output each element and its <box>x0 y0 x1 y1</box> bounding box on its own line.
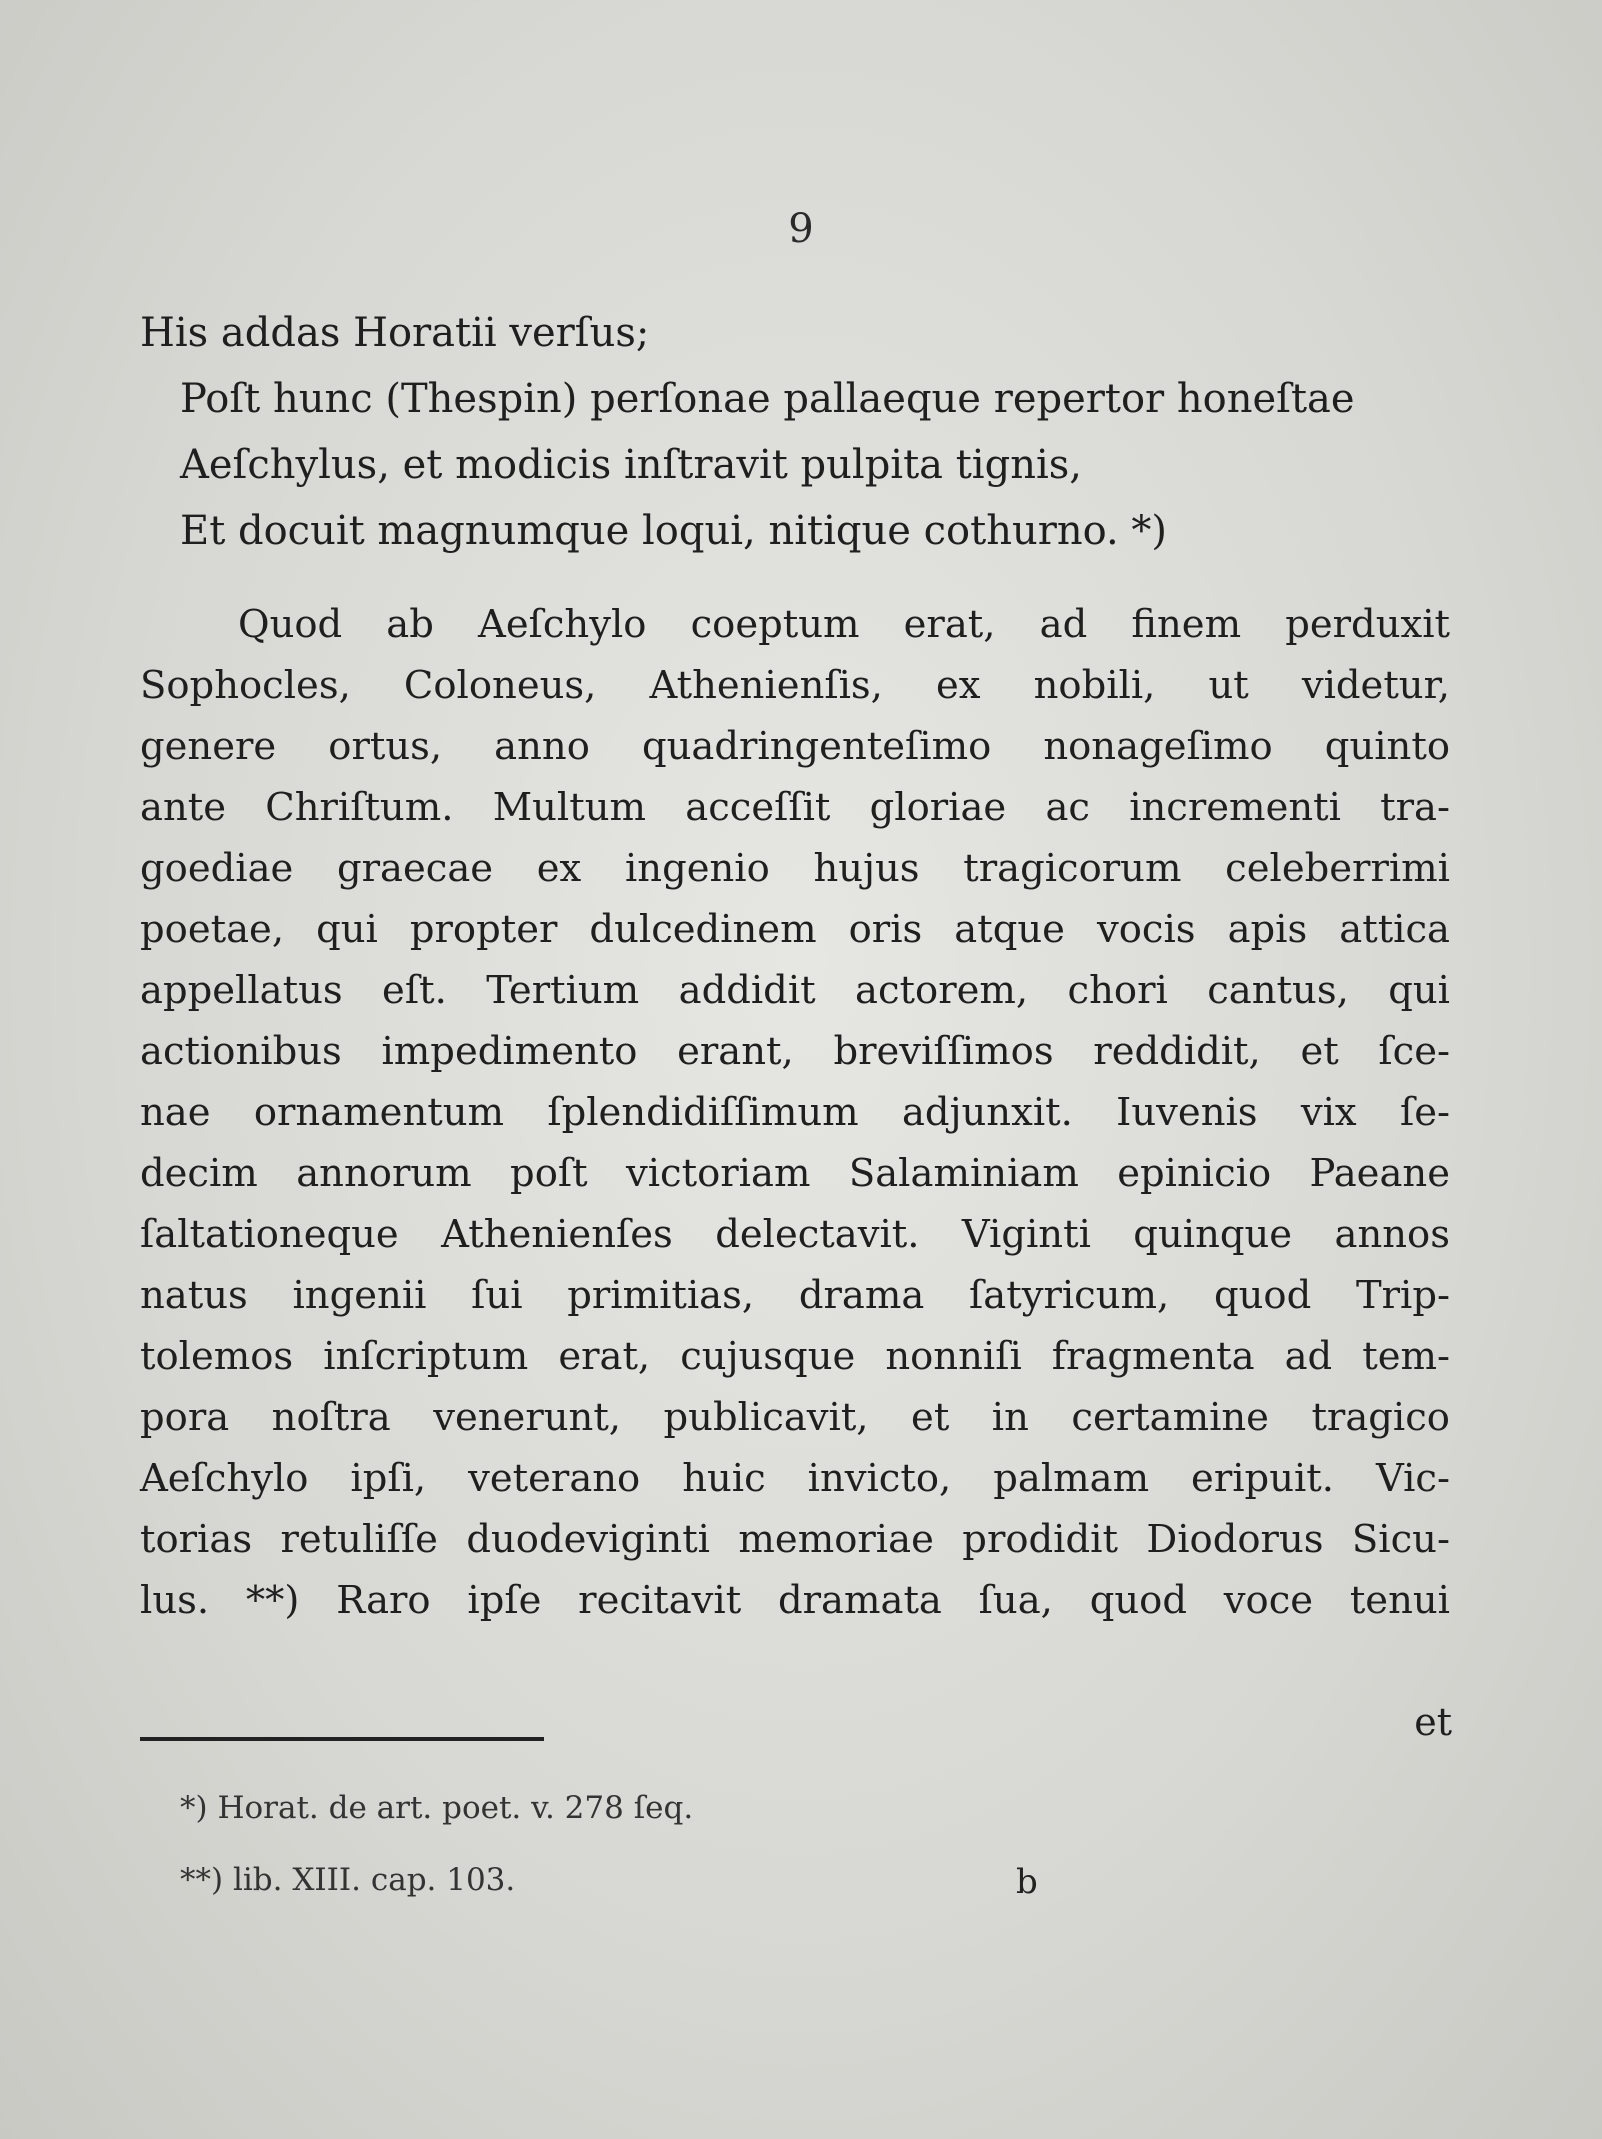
footnote-rule <box>140 1737 544 1741</box>
paragraph-line: actionibus impedimento erant, breviſſimos reddidit, et ſce- <box>140 1029 1450 1074</box>
paragraph-line: torias retuliſſe duodeviginti memoriae prodidit Diodorus Sicu- <box>140 1517 1450 1562</box>
paragraph-line: ante Chriſtum. Multum acceſſit gloriae ac incrementi tra- <box>140 785 1450 830</box>
signature-mark: b <box>1016 1862 1038 1902</box>
paragraph-line: Sophocles, Coloneus, Athenienſis, ex nobili, ut videtur, <box>140 663 1450 708</box>
paragraph-line: Aeſchylo ipſi, veterano huic invicto, palmam eripuit. Vic- <box>140 1456 1450 1501</box>
paragraph-line: natus ingenii ſui primitias, drama ſatyricum, quod Trip- <box>140 1273 1450 1318</box>
paragraph-line: lus. **) Raro ipſe recitavit dramata ſua, quod voce tenui <box>140 1578 1450 1623</box>
intro-line: His addas Horatii verſus; <box>140 310 650 356</box>
paragraph-line: genere ortus, anno quadringenteſimo nonageſimo quinto <box>140 724 1450 769</box>
paragraph-line: decim annorum poſt victoriam Salaminiam epinicio Paeane <box>140 1151 1450 1196</box>
paragraph-line: appellatus eſt. Tertium addidit actorem, chori cantus, qui <box>140 968 1450 1013</box>
page-number: 9 <box>788 206 814 252</box>
paragraph-line: ſaltationeque Athenienſes delectavit. Viginti quinque annos <box>140 1212 1450 1257</box>
verse-line: Aeſchylus, et modicis inſtravit pulpita tignis, <box>180 442 1082 488</box>
verse-block <box>140 300 1440 564</box>
paragraph-line: tolemos inſcriptum erat, cujusque nonniſi fragmenta ad tem- <box>140 1334 1450 1379</box>
footnote: *) Horat. de art. poet. v. 278 ſeq. <box>180 1790 694 1826</box>
catchword: et <box>1414 1700 1452 1744</box>
verse-line: Et docuit magnumque loqui, nitique cothurno. *) <box>180 508 1168 554</box>
footnote: **) lib. XIII. cap. 103. <box>180 1862 516 1898</box>
paragraph-line: pora noſtra venerunt, publicavit, et in certamine tragico <box>140 1395 1450 1440</box>
paragraph-line: goediae graecae ex ingenio hujus tragicorum celeberrimi <box>140 846 1450 891</box>
main-paragraph <box>140 594 1450 1631</box>
paragraph-line: poetae, qui propter dulcedinem oris atque vocis apis attica <box>140 907 1450 952</box>
verse-line: Poſt hunc (Thespin) perſonae pallaeque repertor honeſtae <box>180 376 1355 422</box>
paragraph-line: Quod ab Aeſchylo coeptum erat, ad finem perduxit <box>238 602 1450 647</box>
paragraph-line: nae ornamentum ſplendidiſſimum adjunxit. Iuvenis vix ſe- <box>140 1090 1450 1135</box>
